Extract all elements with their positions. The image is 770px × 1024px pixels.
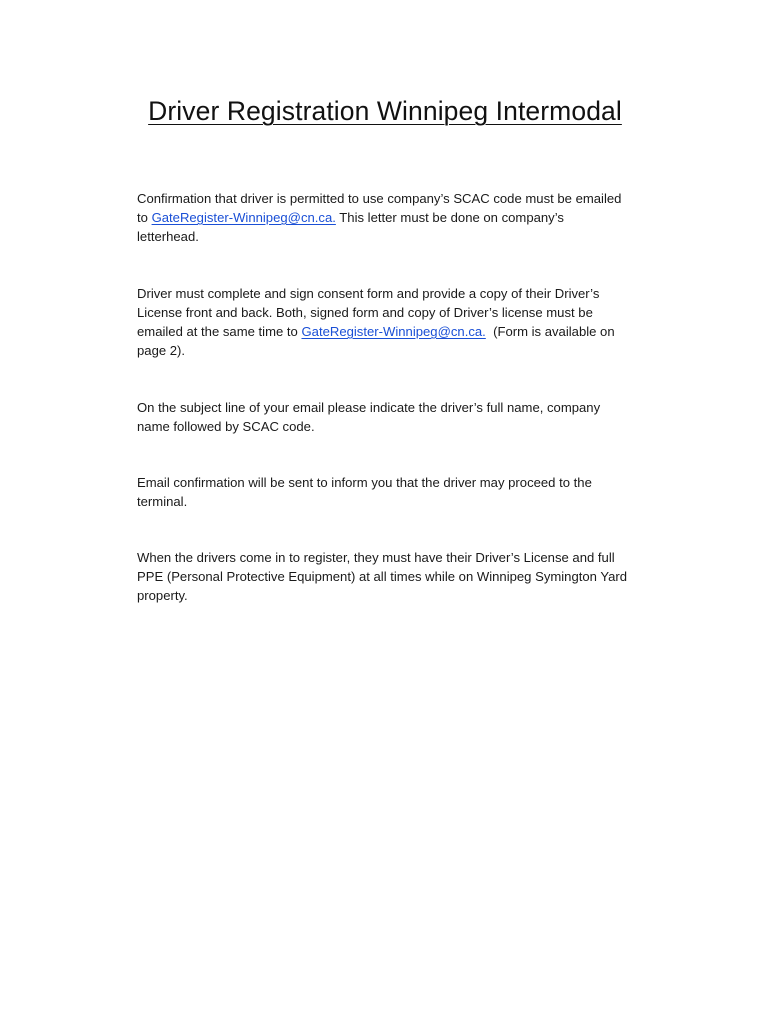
paragraph-scac-confirmation — [137, 189, 667, 246]
paragraph-line: property. — [137, 588, 188, 603]
paragraph-email-confirmation — [137, 473, 667, 511]
page-title: Driver Registration Winnipeg Intermodal — [148, 96, 622, 126]
text-fragment: This letter must be done on company’s — [335, 210, 564, 225]
paragraph-line: PPE (Personal Protective Equipment) at all times while on Winnipeg Symington Yard — [137, 569, 628, 584]
paragraph-line: Email confirmation will be sent to inform you that the driver may proceed to the — [137, 475, 592, 490]
paragraph-line: When the drivers come in to register, they must have their Driver’s License and full — [137, 550, 615, 565]
paragraph-line: page 2). — [137, 343, 186, 358]
paragraph-line: name followed by SCAC code. — [137, 419, 315, 434]
paragraph-line: Driver must complete and sign consent form and provide a copy of their Driver’s — [137, 286, 600, 301]
email-link[interactable]: GateRegister-Winnipeg@cn.ca. — [151, 210, 336, 225]
text-fragment: to — [137, 210, 152, 225]
paragraph-line — [137, 208, 667, 227]
paragraph-line: letterhead. — [137, 229, 199, 244]
email-link[interactable]: GateRegister-Winnipeg@cn.ca. — [301, 324, 486, 339]
text-fragment: (Form is available on — [485, 324, 615, 339]
paragraph-line: Confirmation that driver is permitted to use company’s SCAC code must be emailed — [137, 191, 622, 206]
text-fragment: emailed at the same time to — [137, 324, 302, 339]
paragraph-line — [137, 322, 667, 341]
paragraph-line: terminal. — [137, 494, 188, 509]
paragraph-consent-form — [137, 284, 667, 360]
paragraph-registration-requirements — [137, 548, 667, 605]
paragraph-email-subject — [137, 398, 667, 436]
paragraph-line: On the subject line of your email please indicate the driver’s full name, company — [137, 400, 601, 415]
paragraph-line: License front and back. Both, signed form and copy of Driver’s license must be — [137, 305, 593, 320]
